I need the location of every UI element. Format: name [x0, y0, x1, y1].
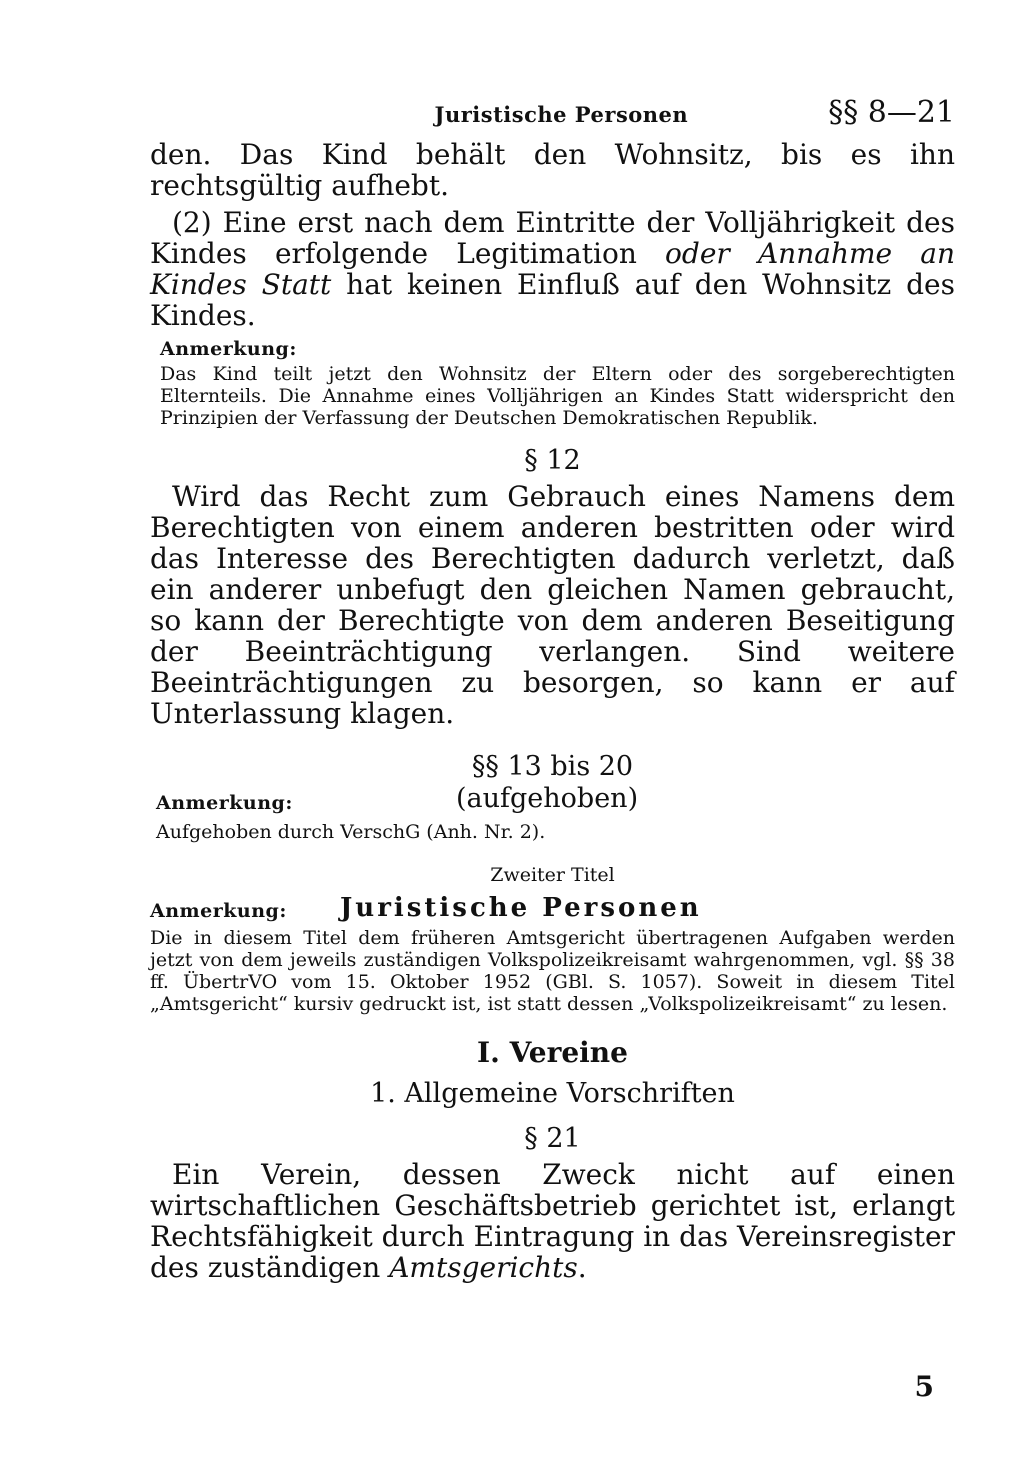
title-2-note-label: Anmerkung:: [150, 900, 287, 922]
running-header: [150, 95, 955, 139]
section-12-heading: § 12: [524, 445, 581, 476]
section-13-subheading: (aufgehoben): [456, 783, 639, 814]
section-13-note-label: Anmerkung:: [156, 792, 293, 814]
title-2-row: [150, 893, 955, 923]
title-2-small: Zweiter Titel: [490, 864, 615, 886]
paragraph-2: [150, 207, 955, 331]
section-13-note-text: Aufgehoben durch VerschG (Anh. Nr. 2).: [156, 821, 546, 843]
section-21-text-post: .: [577, 1251, 587, 1284]
note-1-text: Das Kind teilt jetzt den Wohnsitz der Eltern oder des sorgeberechtigten Elternteils. Die Annahme eines Volljährigen an Kindes Statt widerspricht den Prinzipien der Verfassung der Deutschen Demokratischen Republik.: [160, 363, 955, 429]
paragraph-2-post: hat keinen Einfluß auf den Wohnsitz des Kindes.: [150, 268, 955, 332]
paragraph-2-italic: oder Annahme an Kindes Statt: [150, 237, 955, 301]
section-21-text-pre: Ein Verein, dessen Zweck nicht auf einen wirtschaftlichen Geschäftsbetrieb gerichtet ist, erlangt Rechtsfähigkeit durch Eintragung in das Vereinsregister des zuständigen: [150, 1158, 955, 1284]
paragraph-continuation: den. Das Kind behält den Wohnsitz, bis es ihn rechtsgültig aufhebt.: [150, 138, 955, 202]
note-1-label: Anmerkung:: [160, 338, 297, 360]
document-page: [150, 95, 955, 1435]
section-13-sub-row: [150, 783, 955, 815]
subdivision-heading: 1. Allgemeine Vorschriften: [370, 1078, 735, 1109]
title-2-note-text: Die in diesem Titel dem früheren Amtsgericht übertragenen Aufgaben werden jetzt von dem jeweils zuständigen Volkspolizeikreisamt wahrgenommen, vgl. §§ 38 ff. ÜbertrVO vom 15. Oktober 1952 (GBl. S. 1057). Soweit in diesem Titel „Amtsgericht“ kursiv gedruckt ist, ist statt dessen „Volkspolizeikreisamt“ zu lesen.: [150, 927, 955, 1015]
section-range: §§ 8—21: [828, 95, 955, 130]
section-12-text: Wird das Recht zum Gebrauch eines Namens dem Berechtigten von einem anderen bestritten oder wird das Interesse des Berechtigten dadurch verletzt, daß ein anderer unbefugt den gleichen Namen gebraucht, so kann der Berechtigte von dem anderen Beseitigung der Beeinträchtigung verlangen. Sind weitere Beeinträchtigungen zu besorgen, so kann er auf Unterlassung klagen.: [150, 480, 955, 730]
section-21-text-italic: Amtsgerichts: [389, 1251, 578, 1284]
section-21-heading: § 21: [524, 1123, 581, 1154]
division-heading: I. Vereine: [477, 1036, 628, 1069]
title-2-heading: Juristische Personen: [340, 893, 702, 923]
section-13-heading: §§ 13 bis 20: [471, 751, 634, 782]
page-number: 5: [914, 1370, 934, 1403]
section-21-text: [150, 1159, 955, 1283]
paragraph-2-pre: (2) Eine erst nach dem Eintritte der Volljährigkeit des Kindes erfolgende Legitimation: [150, 206, 955, 270]
running-title: Juristische Personen: [434, 102, 689, 127]
